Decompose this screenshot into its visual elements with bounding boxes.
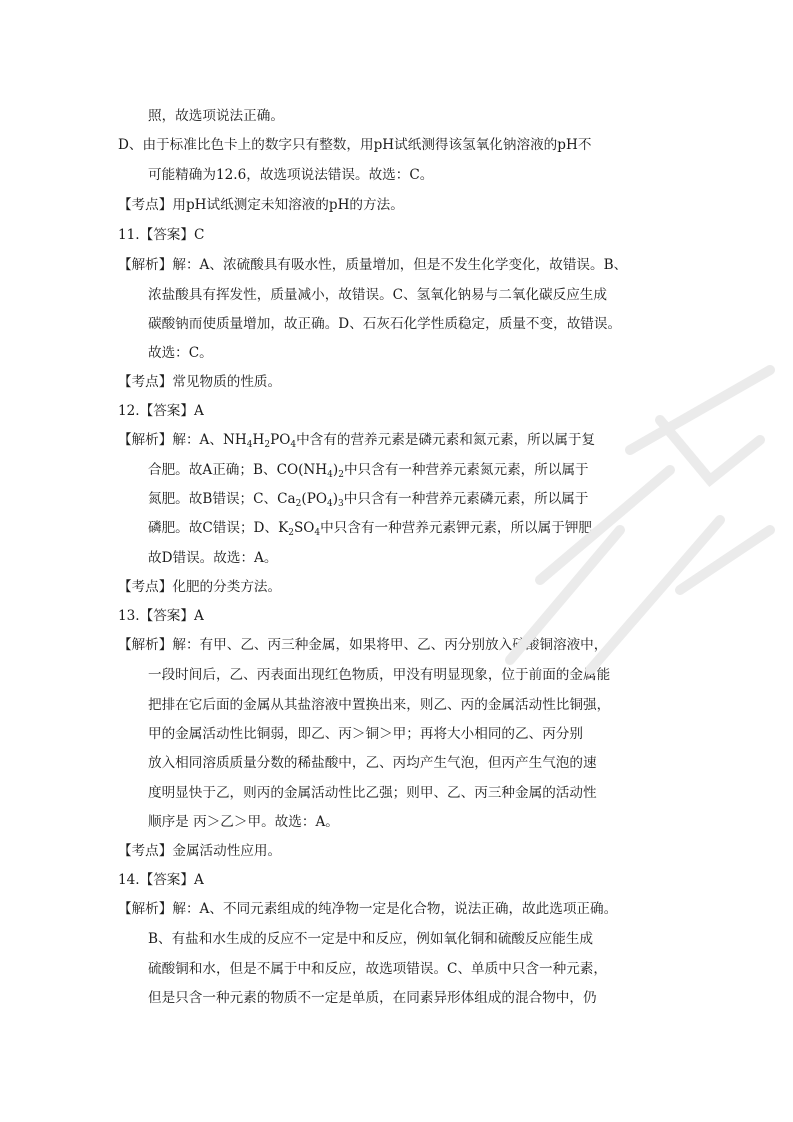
text-line: 浓盐酸具有挥发性，质量减小，故错误。C、氢氧化钠易与二氧化碳反应生成 [148,287,607,303]
text-line: 【解析】解：A、不同元素组成的纯净物一定是化合物，说法正确，故此选项正确。 [118,901,618,917]
text-line: 故选：C。 [148,345,213,361]
text-line: 甲的金属活动性比铜弱，即乙、丙＞铜＞甲；再将大小相同的乙、丙分别 [148,726,583,742]
q12-line-d: 磷肥。故C错误；D、$K_2SO_4$中只含有一种营养元素钾元素，所以属于钾肥。 [148,520,606,538]
q12-line-c: 氮肥。故B错误；C、$Ca_2(PO_4)_3$中只含有一种营养元素磷元素，所以属于 [148,491,589,509]
text-line: 硫酸铜和水，但是不属于中和反应，故选项错误。C、单质中只含一种元素， [148,961,607,977]
kaodian-line: 【考点】化肥的分类方法。 [118,579,282,595]
kaodian-line: 【考点】用pH试纸测定未知溶液的pH的方法。 [118,197,404,213]
text-line: B、有盐和水生成的反应不一定是中和反应，例如氧化铜和硫酸反应能生成 [148,931,593,947]
formula-urea: $CO(NH_4)_2$ [276,462,344,480]
kaodian-line: 【考点】金属活动性应用。 [118,843,282,859]
text-line: 一段时间后，乙、丙表面出现红色物质，甲没有明显现象，位于前面的金属能 [148,667,611,683]
q12-line-b: 合肥。故A正确；B、$CO(NH_4)_2$中只含有一种营养元素氮元素，所以属于 [148,462,589,480]
formula-nh4h2po4: $NH_4H_2PO_4$ [222,432,297,450]
answer-11: 11.【答案】C [118,227,205,243]
text-line: 顺序是 丙＞乙＞甲。故选：A。 [148,814,339,830]
answer-12: 12.【答案】A [118,403,204,419]
text-line: 可能精确为12.6，故选项说法错误。故选：C。 [148,167,434,183]
text-line: 故D错误。故选：A。 [148,550,278,566]
text-line: 放入相同溶质质量分数的稀盐酸中，乙、丙均产生气泡，但丙产生气泡的速 [148,755,597,771]
text-line: 碳酸钠而使质量增加，故正确。D、石灰石化学性质稳定，质量不变，故错误。 [148,316,622,332]
text-line: 但是只含一种元素的物质不一定是单质，在同素异形体组成的混合物中，仍 [148,990,597,1006]
text-line: 照，故选项说法正确。 [148,108,284,124]
text-line: 【解析】解：有甲、乙、丙三种金属，如果将甲、乙、丙分别放入硫酸铜溶液中， [118,637,608,653]
answer-14: 14.【答案】A [118,872,204,888]
answer-13: 13.【答案】A [118,608,204,624]
text-line: 度明显快于乙，则丙的金属活动性比乙强；则甲、乙、丙三种金属的活动性 [148,785,597,801]
text-line: 【解析】解：A、浓硫酸具有吸水性，质量增加，但是不发生化学变化，故错误。B、 [118,257,628,273]
formula-k2so4: $K_2SO_4$ [278,520,321,538]
text-line: D、由于标准比色卡上的数字只有整数，用pH试纸测得该氢氧化钠溶液的pH不 [118,137,592,153]
kaodian-line: 【考点】常见物质的性质。 [118,374,282,390]
text-line: 把排在它后面的金属从其盐溶液中置换出来，则乙、丙的金属活动性比铜强， [148,697,611,713]
formula-ca-phosphate: $Ca_2(PO_4)_3$ [277,491,344,509]
q12-line-a: 【解析】解：A、$NH_4H_2PO_4$中含有的营养元素是磷元素和氮元素，所以属于复 [118,432,596,450]
